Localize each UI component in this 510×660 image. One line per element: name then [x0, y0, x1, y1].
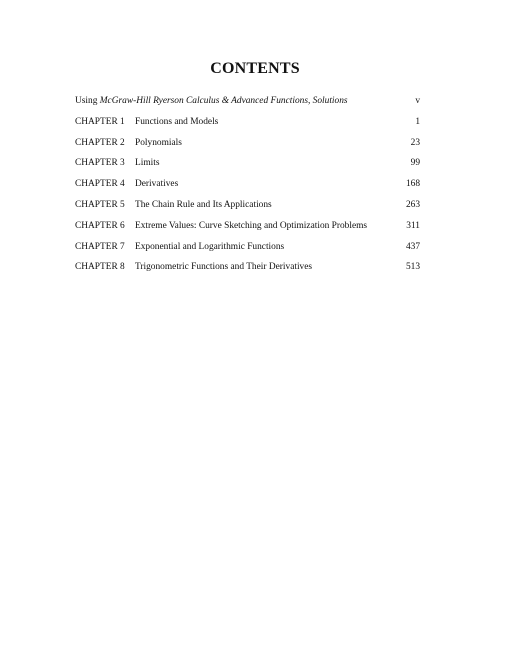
toc-chapter-row — [75, 200, 420, 221]
chapter-page-number: 263 — [405, 199, 420, 210]
toc-chapter-row — [75, 117, 420, 138]
chapter-title: Functions and Models — [135, 116, 219, 127]
toc-chapter-row — [75, 138, 420, 159]
toc-chapter-row — [75, 179, 420, 200]
chapter-title: Exponential and Logarithmic Functions — [135, 241, 285, 252]
chapter-title: Polynomials — [135, 137, 182, 148]
chapter-label: CHAPTER 6 — [75, 220, 125, 231]
toc-intro-row — [75, 96, 420, 117]
chapter-page-number: 99 — [410, 158, 420, 169]
toc-intro-text — [75, 96, 348, 106]
chapter-label: CHAPTER 3 — [75, 158, 125, 169]
toc-chapter-row — [75, 242, 420, 263]
chapter-page-number: 311 — [406, 220, 420, 231]
chapter-page-number: 1 — [415, 116, 420, 127]
chapter-label: CHAPTER 2 — [75, 137, 125, 148]
chapter-title: Derivatives — [135, 179, 179, 190]
toc-chapter-row — [75, 221, 420, 242]
toc-intro-book-title: McGraw-Hill Ryerson Calculus & Advanced Functions, Solutions — [99, 96, 348, 106]
chapter-label: CHAPTER 7 — [75, 241, 125, 252]
chapter-title: The Chain Rule and Its Applications — [135, 199, 272, 210]
toc-chapter-row — [75, 158, 420, 179]
chapter-page-number: 513 — [405, 262, 420, 273]
chapter-label: CHAPTER 8 — [75, 262, 125, 273]
chapter-page-number: 23 — [410, 137, 420, 148]
page-title: CONTENTS — [210, 60, 300, 77]
chapter-label: CHAPTER 1 — [75, 116, 125, 127]
toc-intro-prefix: Using — [75, 96, 100, 106]
table-of-contents — [75, 96, 420, 283]
chapter-page-number: 437 — [405, 241, 420, 252]
chapter-title: Trigonometric Functions and Their Derivatives — [135, 262, 313, 273]
chapter-page-number: 168 — [405, 179, 420, 190]
chapter-title: Extreme Values: Curve Sketching and Optimization Problems — [135, 220, 368, 231]
chapter-label: CHAPTER 5 — [75, 199, 125, 210]
toc-chapter-row — [75, 262, 420, 283]
chapter-title: Limits — [135, 158, 160, 169]
toc-intro-page: v — [415, 96, 420, 106]
chapter-label: CHAPTER 4 — [75, 179, 125, 190]
